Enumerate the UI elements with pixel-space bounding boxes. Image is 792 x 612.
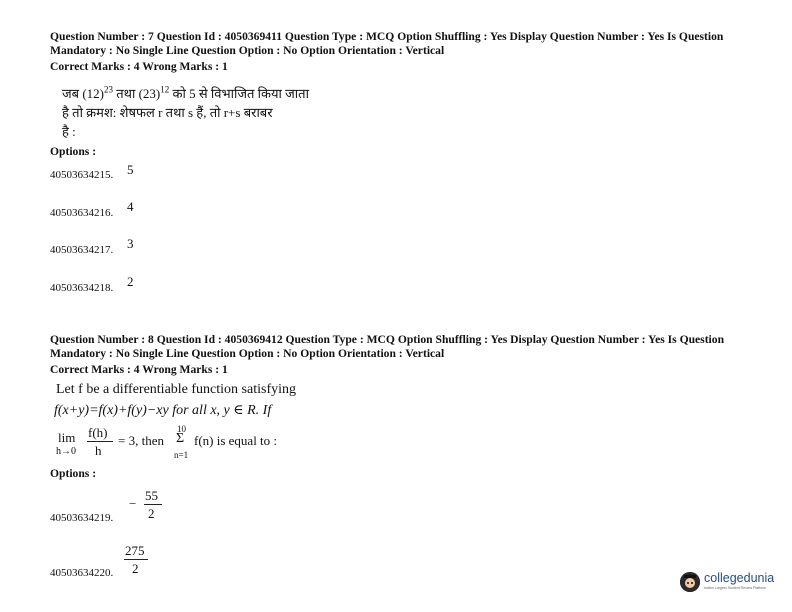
q7-option-id: 40503634218. — [50, 282, 114, 294]
q7-option-value: 4 — [127, 199, 134, 214]
q7-text-part: को 5 से विभाजित किया जाता — [169, 86, 309, 101]
q7-option-value: 3 — [127, 236, 134, 251]
q7-option-id: 40503634217. — [50, 244, 114, 256]
q8-option-denominator: 2 — [148, 506, 155, 521]
collegedunia-watermark — [680, 570, 788, 594]
q8-option-denominator: 2 — [132, 561, 139, 576]
q8-option-numerator: 55 — [145, 488, 158, 503]
q8-option-sign: − — [129, 496, 137, 511]
q8-marks: Correct Marks : 4 Wrong Marks : 1 — [50, 363, 228, 376]
collegedunia-tagline: India's Largest Student Review Platform — [704, 586, 767, 590]
q8-text-line1: Let f be a differentiable function satisfying — [56, 382, 296, 397]
q7-option-value: 2 — [127, 274, 134, 289]
q8-sum-tail: f(n) is equal to : — [194, 433, 278, 448]
q8-sum-lower: n=1 — [174, 450, 189, 460]
q7-option-id: 40503634215. — [50, 169, 114, 181]
q7-option-id: 40503634216. — [50, 207, 114, 219]
q8-frac-numerator: f(h) — [88, 425, 108, 440]
student-mascot-icon — [680, 572, 700, 592]
collegedunia-brand: collegedunia — [704, 571, 775, 585]
q7-text-part: तथा (23) — [112, 86, 161, 101]
q7-exponent: 12 — [160, 84, 170, 95]
q8-option-id: 40503634220. — [50, 567, 114, 579]
q8-sum-upper: 10 — [177, 424, 186, 434]
q8-meta-line1: Question Number : 8 Question Id : 4050369412 Question Type : MCQ Option Shuffling : Yes Display Question Number : Yes Is Question — [50, 333, 725, 346]
q8-text-line2: f(x+y)=f(x)+f(y)−xy for all x, y ∈ R. If — [54, 403, 272, 418]
q7-meta-line2: Mandatory : No Single Line Question Option : No Option Orientation : Vertical — [50, 44, 445, 57]
q8-eq-then: = 3, then — [118, 433, 164, 448]
q7-marks: Correct Marks : 4 Wrong Marks : 1 — [50, 60, 228, 73]
q7-exponent: 23 — [103, 84, 113, 95]
q7-text-line2: है तो क्रमश: शेषफल r तथा s हैं, तो r+s बराबर — [62, 105, 273, 120]
q8-meta-line2: Mandatory : No Single Line Question Option : No Option Orientation : Vertical — [50, 347, 445, 360]
q7-text-line3: है : — [62, 124, 76, 139]
q8-option-numerator: 275 — [125, 543, 145, 558]
q8-lim-subscript: h→0 — [56, 446, 76, 457]
q8-option-id: 40503634219. — [50, 512, 114, 524]
q8-options-label: Options : — [50, 467, 97, 480]
q7-option-value: 5 — [127, 162, 134, 177]
q7-meta-line1: Question Number : 7 Question Id : 4050369411 Question Type : MCQ Option Shuffling : Yes Display Question Number : Yes Is Question — [50, 30, 724, 43]
q8-frac-denominator: h — [95, 443, 102, 458]
q8-option-frac-bar — [124, 559, 148, 560]
q8-lim-word: lim — [58, 430, 76, 445]
q7-text-part: जब (12) — [62, 86, 104, 101]
q8-option-frac-bar — [144, 504, 162, 505]
q7-text-line1 — [62, 84, 309, 103]
q8-frac-bar — [87, 441, 113, 442]
q7-options-label: Options : — [50, 145, 97, 158]
q8-sum-symbol: Σ — [176, 431, 185, 446]
